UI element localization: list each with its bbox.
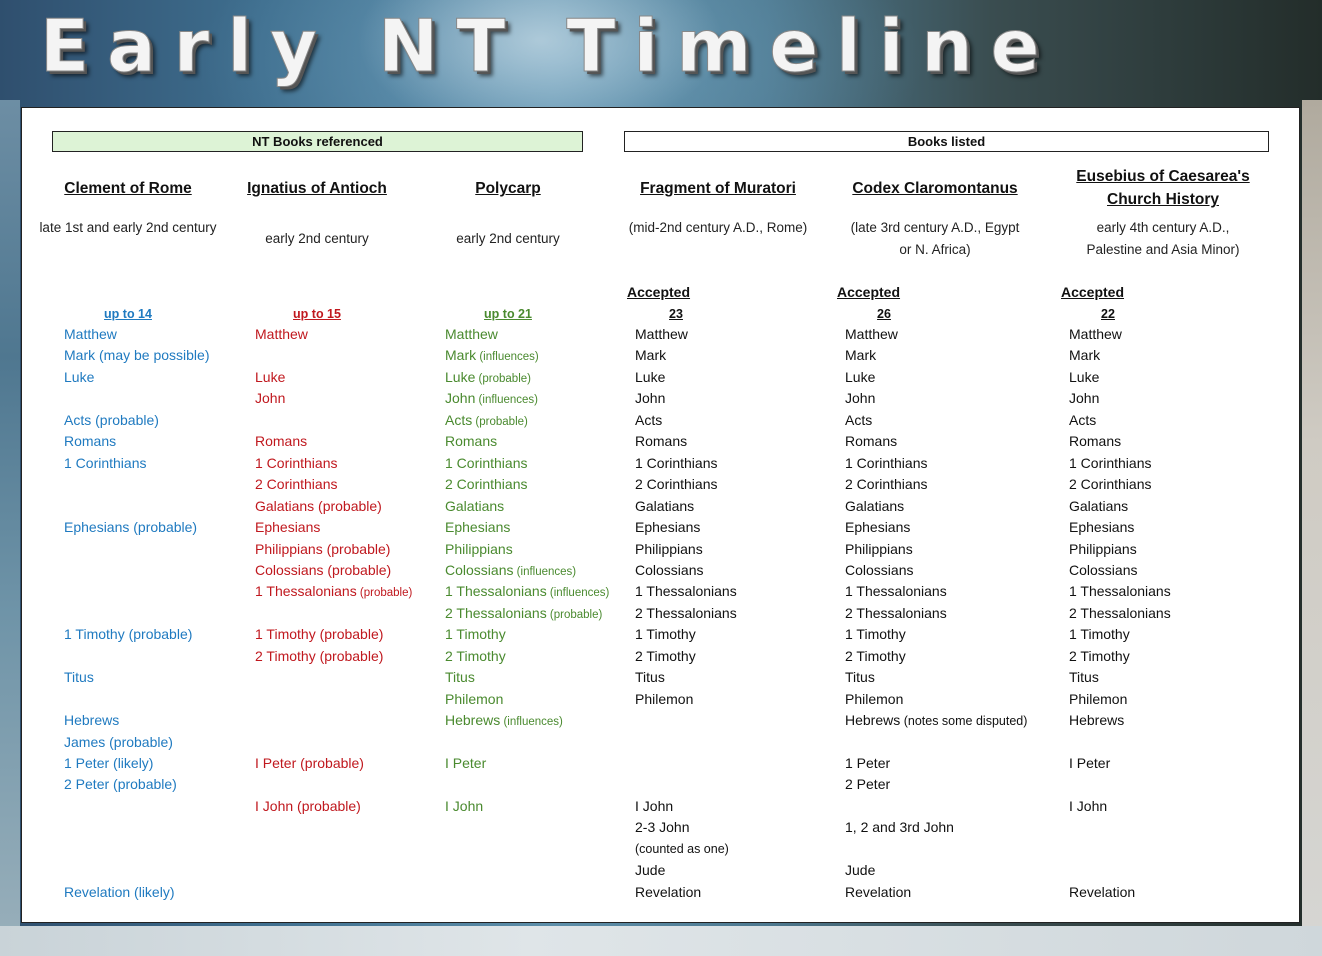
book-entry <box>445 475 528 493</box>
book-entry <box>635 840 729 858</box>
book-count-eusebius: 22 <box>1101 307 1115 321</box>
book-name: I John (probable) <box>255 797 361 814</box>
book-entry <box>635 604 737 622</box>
book-name: 1 Timothy (probable) <box>255 626 384 643</box>
book-entry <box>64 754 153 772</box>
book-name: 2 Corinthians <box>845 476 928 493</box>
book-name: 2 Thessalonians <box>445 604 547 621</box>
book-name: 1 Thessalonians <box>255 583 357 600</box>
book-name: 1 Corinthians <box>445 454 528 471</box>
book-name: Revelation <box>845 883 912 900</box>
book-note: (influences) <box>546 587 610 600</box>
book-name: Luke <box>445 368 476 385</box>
book-entry <box>1069 411 1096 429</box>
book-count-polycarp: up to 21 <box>484 307 532 321</box>
book-name: 2 Corinthians <box>635 476 718 493</box>
book-entry <box>255 518 320 536</box>
book-entry <box>445 540 513 558</box>
book-name: 1 Timothy (probable) <box>64 626 193 643</box>
book-name: Galatians <box>635 497 695 514</box>
book-entry <box>255 754 364 772</box>
book-entry <box>255 368 285 386</box>
book-name: Mark <box>845 347 877 364</box>
book-name: Matthew <box>445 326 498 342</box>
book-entry <box>445 754 486 772</box>
book-entry <box>845 861 875 879</box>
book-name: 2 Thessalonians <box>845 604 947 621</box>
book-entry <box>1069 475 1152 493</box>
book-name: 1 Timothy <box>845 626 906 643</box>
book-entry <box>845 497 904 515</box>
book-name: Matthew <box>635 326 688 342</box>
book-entry <box>1069 518 1134 536</box>
book-entry <box>845 883 911 901</box>
book-entry <box>845 668 875 686</box>
accepted-label-muratori: Accepted <box>627 284 691 300</box>
book-name: Matthew <box>64 326 117 342</box>
book-entry <box>445 711 563 731</box>
book-name: Titus <box>635 669 665 686</box>
book-name: Mark (may be possible) <box>64 347 210 364</box>
book-entry <box>845 775 890 793</box>
column-name-muratori <box>618 177 818 200</box>
book-name: Acts (probable) <box>64 411 159 428</box>
book-entry <box>635 647 696 665</box>
book-entry <box>635 411 662 429</box>
column-date-clement: late 1st and early 2nd century <box>39 220 217 235</box>
book-name: Hebrews <box>64 712 120 729</box>
book-name: 2 Corinthians <box>255 476 338 493</box>
book-entry <box>1069 368 1099 386</box>
book-entry <box>64 883 174 901</box>
book-note: (influences) <box>475 394 538 407</box>
book-entry <box>445 454 528 472</box>
book-name: Acts <box>1069 411 1097 428</box>
book-note: (influences) <box>500 716 563 729</box>
book-entry <box>255 625 383 643</box>
book-entry <box>445 518 510 536</box>
book-entry <box>635 497 694 515</box>
book-entry <box>1069 625 1130 643</box>
book-entry <box>255 561 391 579</box>
column-name-claromontanus <box>835 177 1035 200</box>
book-count-muratori: 23 <box>669 307 683 321</box>
book-entry <box>445 325 498 343</box>
book-name: I John <box>445 797 484 814</box>
column-name-polycarp <box>408 177 608 200</box>
book-name: 2 Thessalonians <box>1069 604 1171 621</box>
book-entry <box>1069 346 1100 364</box>
book-name: Acts <box>845 411 873 428</box>
column-name-line1: Codex Claromontanus <box>852 180 1018 197</box>
book-name: Acts <box>635 411 663 428</box>
book-name: Luke <box>845 368 876 385</box>
book-entry <box>845 690 903 708</box>
book-entry <box>635 797 673 815</box>
book-entry <box>635 540 703 558</box>
book-entry <box>255 432 307 450</box>
book-name: Colossians <box>845 561 914 578</box>
book-entry <box>635 582 737 600</box>
column-name-ignatius <box>217 177 417 200</box>
book-entry <box>255 797 361 815</box>
book-name: Mark <box>635 347 667 364</box>
book-entry <box>64 368 94 386</box>
book-entry <box>845 368 875 386</box>
book-name: 1 Thessalonians <box>635 583 737 600</box>
accepted-label-claromontanus: Accepted <box>837 284 901 300</box>
book-entry <box>445 389 538 409</box>
books-listed-header: Books listed <box>624 131 1269 152</box>
book-name: Jude <box>635 862 666 879</box>
book-name: Galatians <box>845 497 905 514</box>
column-name-line1: Clement of Rome <box>64 180 192 197</box>
book-name: John <box>635 390 666 407</box>
book-entry <box>1069 454 1152 472</box>
book-name: Colossians <box>445 561 514 578</box>
book-name: Philemon <box>445 690 504 707</box>
book-entry <box>635 325 688 343</box>
book-name: Mark <box>445 347 477 364</box>
book-name: 1 Timothy <box>445 626 506 643</box>
book-name: Galatians (probable) <box>255 497 382 514</box>
book-name: 1 Thessalonians <box>845 583 947 600</box>
book-name: Revelation <box>635 883 702 900</box>
book-name: Colossians (probable) <box>255 561 392 578</box>
book-entry <box>1069 325 1122 343</box>
book-name: Jude <box>845 862 876 879</box>
book-entry <box>845 604 947 622</box>
book-name: Ephesians <box>635 519 701 536</box>
book-entry <box>64 432 116 450</box>
book-entry <box>64 711 119 729</box>
book-name: Romans <box>845 433 898 450</box>
book-name: 1 Timothy <box>635 626 696 643</box>
book-name: 1 Corinthians <box>64 454 147 471</box>
background-strip-bottom <box>0 926 1322 956</box>
column-name-line1: Polycarp <box>475 180 541 197</box>
book-name: Mark <box>1069 347 1101 364</box>
book-name: Galatians <box>1069 497 1129 514</box>
book-name: Titus <box>64 669 94 686</box>
book-entry <box>445 561 576 581</box>
book-name: Ephesians <box>255 519 321 536</box>
book-name: I Peter <box>1069 755 1111 771</box>
book-entry <box>255 540 390 558</box>
book-entry <box>845 389 875 407</box>
book-entry <box>445 797 483 815</box>
column-name-clement <box>28 177 228 200</box>
book-entry <box>635 668 665 686</box>
column-name-eusebius <box>1063 165 1263 211</box>
book-name: 2 Peter <box>845 776 891 793</box>
book-name: James (probable) <box>64 733 173 750</box>
book-name: Titus <box>1069 669 1099 686</box>
book-name: 2 Timothy (probable) <box>255 647 384 664</box>
book-entry <box>845 475 928 493</box>
book-entry <box>445 497 504 515</box>
book-name: (counted as one) <box>635 841 729 856</box>
book-note: (notes some disputed) <box>900 714 1028 729</box>
book-name: Romans <box>635 433 688 450</box>
book-entry <box>845 561 913 579</box>
book-entry <box>64 518 197 536</box>
book-entry <box>445 625 506 643</box>
book-entry <box>845 647 906 665</box>
book-name: Matthew <box>255 326 308 342</box>
book-name: 1 Timothy <box>1069 626 1130 643</box>
book-note: (probable) <box>475 372 531 385</box>
book-entry <box>1069 432 1121 450</box>
book-entry <box>845 540 913 558</box>
book-name: John <box>845 390 876 407</box>
book-name: I Peter (probable) <box>255 755 364 771</box>
book-name: Revelation <box>1069 883 1136 900</box>
book-name: 2 Corinthians <box>445 476 528 493</box>
book-entry <box>845 818 954 836</box>
book-name: 1 Peter (likely) <box>64 755 154 771</box>
book-name: Hebrews <box>845 712 901 729</box>
book-name: Romans <box>64 433 117 450</box>
book-entry <box>64 346 210 364</box>
book-entry <box>255 475 338 493</box>
book-entry <box>1069 389 1099 407</box>
book-count-ignatius: up to 15 <box>293 307 341 321</box>
book-entry <box>255 582 412 602</box>
book-name: Philemon <box>1069 690 1128 707</box>
book-name: 1 Corinthians <box>845 454 928 471</box>
book-entry <box>635 625 696 643</box>
column-name-line2: Church History <box>1107 191 1219 208</box>
book-name: Luke <box>1069 368 1100 385</box>
book-name: 2 Thessalonians <box>635 604 737 621</box>
book-entry <box>635 561 703 579</box>
book-name: 1 Peter <box>845 755 891 771</box>
book-note: (influences) <box>513 565 577 578</box>
book-entry <box>1069 711 1124 729</box>
book-entry <box>845 432 897 450</box>
book-entry <box>845 411 872 429</box>
book-name: 1, 2 and 3rd John <box>845 819 954 836</box>
book-entry <box>1069 497 1128 515</box>
book-entry <box>445 668 475 686</box>
background-strip-right <box>1302 100 1322 956</box>
book-name: Ephesians <box>1069 519 1135 536</box>
book-entry <box>635 454 718 472</box>
book-name: Hebrews <box>1069 712 1125 729</box>
book-note: (probable) <box>546 608 603 621</box>
column-name-line1: Ignatius of Antioch <box>247 180 387 197</box>
book-name: Luke <box>64 368 95 385</box>
page-title: Early NT Timeline <box>40 4 1058 88</box>
book-name: 2 Timothy <box>845 647 906 664</box>
book-entry <box>255 647 383 665</box>
book-name: 2 Corinthians <box>1069 476 1152 493</box>
book-entry <box>64 325 117 343</box>
book-entry <box>845 346 876 364</box>
book-name: Matthew <box>845 326 898 342</box>
accepted-label-eusebius: Accepted <box>1061 284 1125 300</box>
book-name: Romans <box>445 433 498 450</box>
book-entry <box>1069 690 1127 708</box>
book-entry <box>445 647 506 665</box>
book-name: 1 Corinthians <box>635 454 718 471</box>
book-entry <box>255 454 338 472</box>
book-entry <box>64 411 159 429</box>
column-date-polycarp: early 2nd century <box>456 231 560 246</box>
book-name: John <box>1069 390 1100 407</box>
book-entry <box>845 625 906 643</box>
book-name: Luke <box>635 368 666 385</box>
book-entry <box>445 346 539 366</box>
book-name: 2 Timothy <box>1069 647 1130 664</box>
book-name: Colossians <box>1069 561 1138 578</box>
book-entry <box>64 733 173 751</box>
book-entry <box>635 368 665 386</box>
book-name: Philippians <box>445 540 513 557</box>
book-name: I John <box>1069 797 1108 814</box>
book-entry <box>635 389 665 407</box>
book-name: Philemon <box>845 690 904 707</box>
book-entry <box>64 775 177 793</box>
book-note: (influences) <box>476 351 539 364</box>
book-name: Galatians <box>445 497 505 514</box>
book-entry <box>1069 647 1130 665</box>
book-name: Hebrews <box>445 712 501 729</box>
book-entry <box>635 883 701 901</box>
book-name: John <box>255 390 286 407</box>
book-name: 2 Timothy <box>445 647 506 664</box>
book-name: 2 Peter (probable) <box>64 776 177 793</box>
book-entry <box>1069 604 1171 622</box>
book-entry <box>1069 668 1099 686</box>
book-entry <box>445 690 503 708</box>
book-entry <box>255 497 382 515</box>
book-name: 1 Corinthians <box>1069 454 1152 471</box>
book-entry <box>1069 561 1137 579</box>
book-entry <box>845 754 890 772</box>
book-entry <box>255 325 308 343</box>
book-name: 2 Timothy <box>635 647 696 664</box>
book-name: Ephesians <box>445 519 511 536</box>
book-name: Colossians <box>635 561 704 578</box>
book-entry <box>635 432 687 450</box>
column-name-line1: Eusebius of Caesarea's <box>1076 168 1250 185</box>
book-name: Titus <box>845 669 875 686</box>
book-name: I Peter <box>445 755 487 771</box>
book-entry <box>64 454 147 472</box>
book-entry <box>445 582 609 602</box>
book-name: Acts <box>445 411 473 428</box>
book-entry <box>1069 540 1137 558</box>
book-name: Luke <box>255 368 286 385</box>
column-date-ignatius: early 2nd century <box>265 231 369 246</box>
book-entry <box>1069 883 1135 901</box>
book-entry <box>845 325 898 343</box>
timeline-panel <box>21 107 1300 923</box>
book-note: (probable) <box>472 415 528 428</box>
book-count-claromontanus: 26 <box>877 307 891 321</box>
book-entry <box>845 582 947 600</box>
book-entry <box>255 389 285 407</box>
book-name: 1 Corinthians <box>255 454 338 471</box>
book-name: Matthew <box>1069 326 1122 342</box>
book-name: Philippians <box>635 540 703 557</box>
book-entry <box>635 818 689 836</box>
column-date-eusebius: early 4th century A.D., Palestine and Asia Minor) <box>1086 220 1240 257</box>
book-name: John <box>445 390 476 407</box>
column-name-line1: Fragment of Muratori <box>640 180 796 197</box>
book-name: 1 Thessalonians <box>1069 583 1171 600</box>
book-name: Titus <box>445 669 475 686</box>
book-name: 1 Thessalonians <box>445 583 547 600</box>
book-name: 2-3 John <box>635 819 690 836</box>
nt-books-referenced-header: NT Books referenced <box>52 131 583 152</box>
book-name: Revelation (likely) <box>64 883 175 900</box>
column-date-muratori: (mid-2nd century A.D., Rome) <box>628 220 808 235</box>
book-entry <box>635 475 718 493</box>
book-entry <box>635 346 666 364</box>
book-entry <box>635 690 693 708</box>
book-note: (probable) <box>356 587 413 600</box>
book-entry <box>445 604 602 624</box>
book-name: Romans <box>255 433 308 450</box>
book-entry <box>445 368 531 388</box>
book-entry <box>845 454 928 472</box>
book-entry <box>1069 754 1110 772</box>
book-name: Ephesians (probable) <box>64 519 198 536</box>
book-entry <box>445 432 497 450</box>
book-name: Romans <box>1069 433 1122 450</box>
background-strip-left <box>0 100 20 956</box>
book-entry <box>635 861 665 879</box>
column-date-claromontanus: (late 3rd century A.D., Egypt or N. Africa) <box>850 220 1020 257</box>
book-entry <box>1069 582 1171 600</box>
book-entry <box>845 518 910 536</box>
book-name: Philippians <box>1069 540 1137 557</box>
book-entry <box>64 668 94 686</box>
book-name: Philippians <box>845 540 913 557</box>
book-entry <box>845 711 1027 730</box>
book-name: Philippians (probable) <box>255 540 391 557</box>
book-entry <box>445 411 528 431</box>
book-name: Ephesians <box>845 519 911 536</box>
book-name: I John <box>635 797 674 814</box>
book-entry <box>64 625 192 643</box>
book-name: Philemon <box>635 690 694 707</box>
book-count-clement: up to 14 <box>104 307 152 321</box>
book-entry <box>1069 797 1107 815</box>
book-entry <box>635 518 700 536</box>
